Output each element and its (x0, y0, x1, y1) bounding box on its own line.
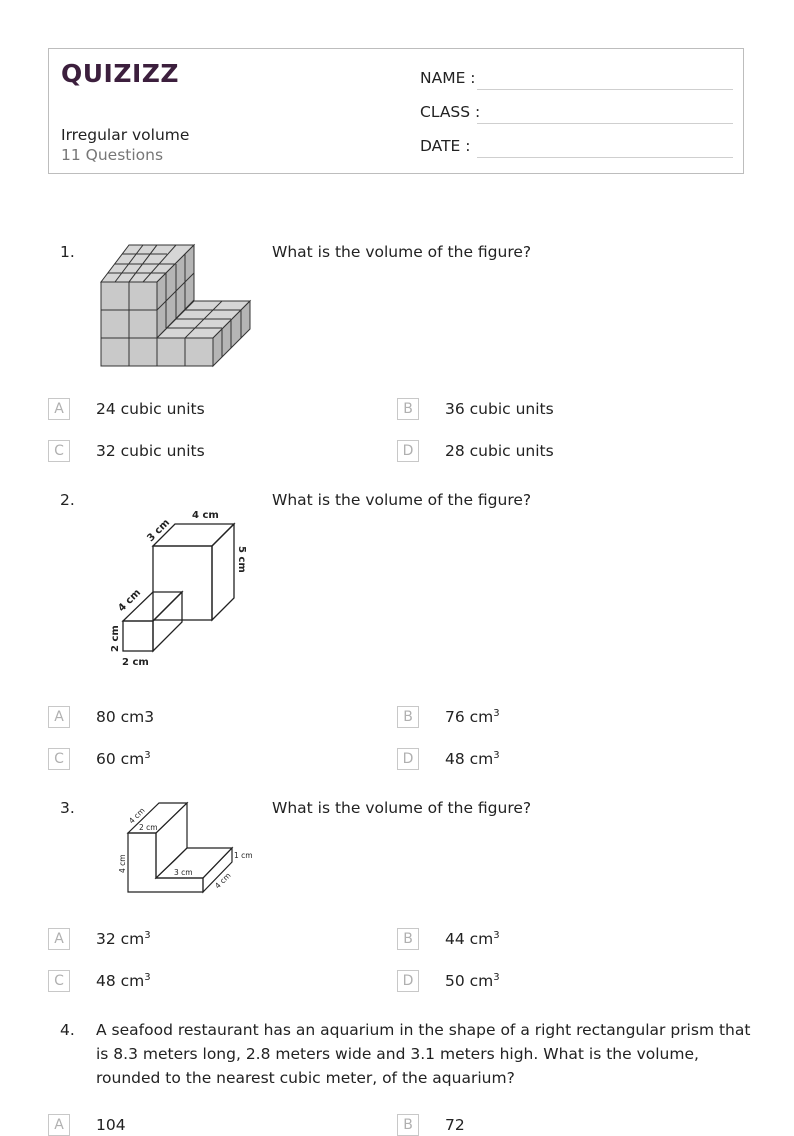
q2-option-a-box[interactable]: A (48, 706, 70, 728)
question-1-text: What is the volume of the figure? (272, 243, 532, 261)
q3-option-a-text[interactable]: 32 $cm^3$ (96, 930, 151, 949)
q1-option-a-text[interactable]: 24 cubic units (96, 400, 205, 418)
q1-option-d-text[interactable]: 28 cubic units (445, 442, 554, 460)
q3-option-d-text[interactable]: 50 $cm^3$ (445, 972, 500, 991)
fig2-top-label: 4 cm (192, 510, 219, 521)
q2-option-d-text[interactable]: 48 $cm^3$ (445, 750, 500, 769)
q2-option-a-text[interactable]: 80 cm3 (96, 708, 155, 727)
fig3-base-depth-label: 4 cm (213, 870, 233, 891)
q1-option-a-box[interactable]: A (48, 398, 70, 420)
q3-option-b-text[interactable]: 44 $cm^3$ (445, 930, 500, 949)
name-label: NAME : (420, 69, 476, 87)
q1-option-c-box[interactable]: C (48, 440, 70, 462)
q4-option-b-box[interactable]: B (397, 1114, 419, 1136)
q4-option-a-text[interactable]: 104 (96, 1116, 126, 1134)
q4-option-b-text[interactable]: 72 (445, 1116, 465, 1134)
name-line[interactable] (477, 89, 733, 90)
q1-option-d-box[interactable]: D (397, 440, 419, 462)
question-4-text: A seafood restaurant has an aquarium in the shape of a right rectangular prism that is 8.3 meters long, 2.8 meters wide and 3.1 meters high. What is the volume, rounded to the nearest cubic meter, of the aquarium? (96, 1021, 751, 1087)
question-2-text: What is the volume of the figure? (272, 491, 532, 509)
fig2-small-width-label: 2 cm (122, 657, 149, 668)
q2-option-c-text[interactable]: 60 $cm^3$ (96, 750, 151, 769)
question-3-text: What is the volume of the figure? (272, 799, 532, 817)
fig2-depth-label: 3 cm (145, 517, 173, 545)
class-line[interactable] (477, 123, 733, 124)
fig2-height-label: 5 cm (236, 546, 247, 573)
q3-option-c-text[interactable]: 48 $cm^3$ (96, 972, 151, 991)
worksheet-title: Irregular volume (61, 126, 190, 144)
date-line[interactable] (477, 157, 733, 158)
fig3-top-depth-label: 4 cm (127, 805, 147, 826)
cube-stack-figure (98, 240, 256, 372)
q1-option-b-box[interactable]: B (397, 398, 419, 420)
q3-option-b-box[interactable]: B (397, 928, 419, 950)
date-label: DATE : (420, 137, 471, 155)
quizizz-logo: QUIZIZZ (61, 59, 180, 88)
fig3-right-label: 1 cm (234, 851, 253, 860)
q2-option-b-text[interactable]: 76 $cm^3$ (445, 708, 500, 727)
l-prism-figure (104, 506, 256, 670)
q1-option-b-text[interactable]: 36 cubic units (445, 400, 554, 418)
q3-option-a-box[interactable]: A (48, 928, 70, 950)
fig2-small-depth-label: 4 cm (116, 587, 144, 615)
q3-option-c-box[interactable]: C (48, 970, 70, 992)
q4-option-a-box[interactable]: A (48, 1114, 70, 1136)
worksheet-header (48, 48, 744, 174)
fig3-bottom-label: 3 cm (174, 868, 193, 877)
q2-option-c-box[interactable]: C (48, 748, 70, 770)
l-shape-figure (114, 800, 258, 898)
q1-option-c-text[interactable]: 32 cubic units (96, 442, 205, 460)
fig3-height-label: 4 cm (118, 854, 127, 873)
question-4-number: 4. (60, 1021, 75, 1039)
q2-option-b-box[interactable]: B (397, 706, 419, 728)
question-1-number: 1. (60, 243, 75, 261)
q3-option-d-box[interactable]: D (397, 970, 419, 992)
question-count: 11 Questions (61, 146, 164, 164)
question-3-number: 3. (60, 799, 75, 817)
question-2-number: 2. (60, 491, 75, 509)
class-label: CLASS : (420, 103, 481, 121)
fig2-small-height-label: 2 cm (110, 625, 121, 652)
fig3-top-width-label: 2 cm (139, 823, 158, 832)
q2-option-d-box[interactable]: D (397, 748, 419, 770)
